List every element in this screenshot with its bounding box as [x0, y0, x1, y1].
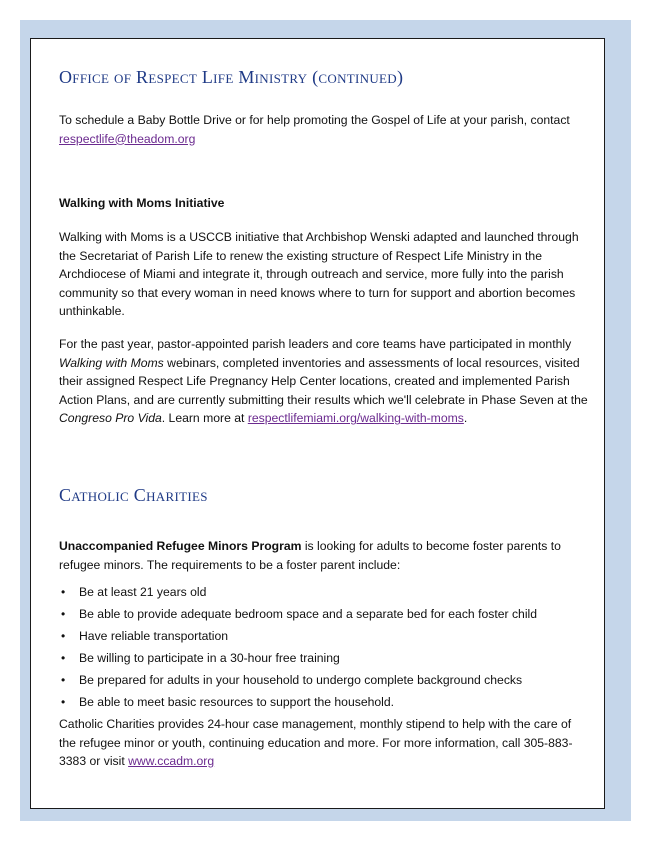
walking-with-moms-link[interactable]: respectlifemiami.org/walking-with-moms: [247, 411, 464, 426]
p2-text-3: . Learn more at: [161, 411, 248, 426]
bullet-icon: •: [61, 607, 66, 621]
bullet-icon: •: [61, 673, 66, 687]
urm-program-text: is looking for adults to become foster parents to refugee minors. The requirements to be a foster parent include:: [59, 539, 561, 572]
requirement-text: Be at least 21 years old: [79, 585, 207, 599]
list-item: [59, 605, 591, 627]
p2-text-2: webinars, completed inventories and assessments of local resources, visited their assigned Respect Life Pregnancy Help Center locations, created and implemented Parish Action Plans, and are currently submitting their results which we'll celebrate in Phase Seven at the: [59, 355, 588, 407]
p2-text-end: .: [463, 411, 468, 426]
requirements-list: [59, 583, 591, 715]
bullet-icon: •: [61, 651, 66, 665]
p2-text-1: For the past year, pastor-appointed parish leaders and core teams have participated in monthly: [59, 337, 572, 351]
intro-text: To schedule a Baby Bottle Drive or for help promoting the Gospel of Life at your parish, contact: [59, 113, 570, 127]
bullet-icon: •: [61, 629, 66, 643]
document-page: [30, 38, 605, 809]
section-title-catholic-charities: Catholic Charities: [59, 485, 208, 505]
past-year-paragraph: [59, 335, 591, 428]
intro-paragraph: [59, 111, 591, 148]
requirement-text: Have reliable transportation: [79, 629, 229, 643]
requirement-text: Be able to meet basic resources to support the household.: [79, 695, 395, 709]
walking-with-moms-subheading: Walking with Moms Initiative: [59, 196, 225, 210]
closing-text: Catholic Charities provides 24-hour case management, monthly stipend to help with the care of the refugee minor or youth, continuing education and more. For more information, call 305-883-3383 or visit: [59, 717, 573, 769]
requirement-text: Be prepared for adults in your household to undergo complete background checks: [79, 673, 523, 687]
list-item: [59, 583, 591, 605]
section-title-respect-life: Office of Respect Life Ministry (continued): [59, 67, 404, 87]
urm-paragraph: [59, 537, 591, 574]
requirement-text: Be able to provide adequate bedroom space and a separate bed for each foster child: [79, 607, 538, 621]
closing-paragraph: [59, 715, 591, 771]
list-item: [59, 693, 591, 715]
bullet-icon: •: [61, 585, 66, 599]
urm-program-name: Unaccompanied Refugee Minors Program: [59, 539, 302, 553]
respectlife-email-link[interactable]: respectlife@theadom.org: [59, 131, 196, 146]
list-item: [59, 671, 591, 693]
p2-italic-1: Walking with Moms: [59, 355, 164, 370]
bullet-icon: •: [61, 695, 66, 709]
walking-with-moms-paragraph: Walking with Moms is a USCCB initiative that Archbishop Wenski adapted and launched through the Secretariat of Parish Life to renew the existing structure of Respect Life Ministry in the Archdiocese of Miami and integrate it, through outreach and service, more fully into the parish community so that every woman in need knows where to turn for support and abortion becomes unthinkable.: [59, 230, 579, 319]
list-item: [59, 627, 591, 649]
list-item: [59, 649, 591, 671]
p2-italic-2: Congreso Pro Vida: [59, 411, 162, 426]
ccadm-website-link[interactable]: www.ccadm.org: [128, 754, 215, 769]
requirement-text: Be willing to participate in a 30-hour free training: [79, 651, 340, 665]
